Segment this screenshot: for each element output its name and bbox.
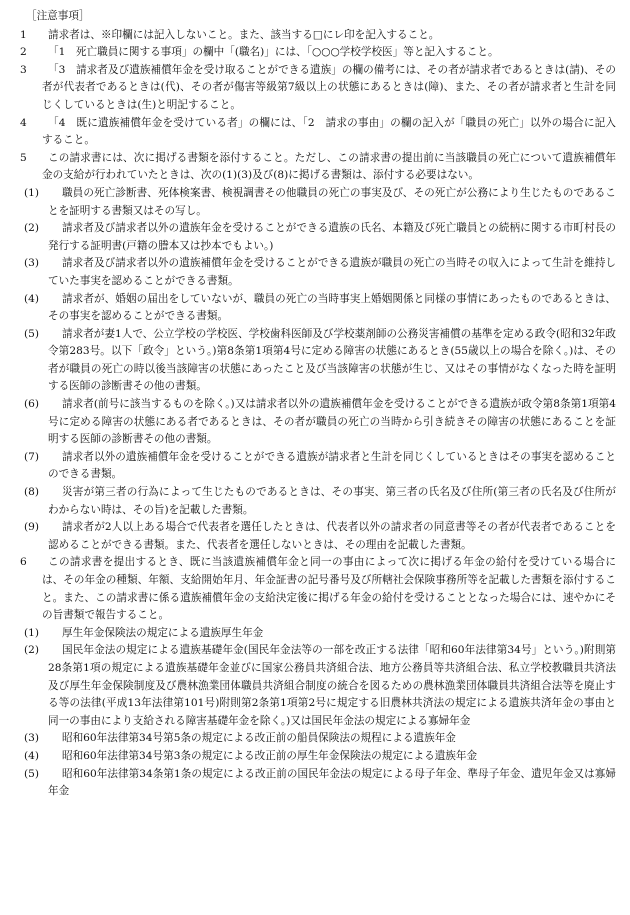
subitem-number: (4) [24, 749, 40, 762]
subitem-6-2 [22, 642, 616, 730]
subitem-number: (1) [24, 626, 40, 639]
subitem-text: 昭和60年法律第34条第1条の規定による改正前の国民年金法の規定による母子年金、準母子年金、遺児年金又は寡婦年金 [48, 767, 616, 798]
note-item-5 [20, 150, 616, 185]
subitem-number: (3) [24, 732, 40, 745]
note-number: 2 [20, 46, 27, 59]
subitem-text: 災害が第三者の行為によって生じたものであるときは、その事実、第三者の氏名及び住所(第三者の氏名及び住所がわからない時は、その旨)を記載した書類。 [48, 486, 616, 516]
subitem-text: 請求者及び請求者以外の遺族年金を受けることができる遺族の氏名、本籍及び死亡職員との続柄に関する市町村長の発行する証明書(戸籍の謄本又は抄本でもよい。) [48, 222, 616, 252]
subitem-5-7 [22, 449, 616, 484]
subitem-text: 請求者が妻1人で、公立学校の学校医、学校歯科医師及び学校薬剤師の公務災害補償の基準を定める政令(昭和32年政令第283号。以下「政令」という。)第8条第1項第4号に定める障害の状態にあるとき(55歳以上の場合を除く。)は、その者が職員の死亡の時以後当該障害の状態にあったこと及び当該障害の状態が生じ、又はその事情がなくなった時を証明する医師の診断書その他の書類。 [48, 327, 616, 393]
subitem-number: (8) [24, 486, 40, 499]
subitem-text: 昭和60年法律第34号第5条の規定による改正前の船員保険法の規程による遺族年金 [62, 732, 456, 745]
note-text: 「4 既に遺族補償年金を受けている者」の欄には、「2 請求の事由」の欄の記入が「職員の死亡」以外の場合に記入すること。 [42, 116, 616, 147]
note-number: 4 [20, 116, 27, 129]
subitem-number: (7) [24, 450, 40, 463]
note-item-2 [20, 44, 616, 62]
note-number: 6 [20, 556, 27, 569]
subitem-5-4 [22, 291, 616, 326]
subitem-number: (9) [24, 521, 40, 534]
subitem-number: (5) [24, 327, 40, 340]
subitem-5-1 [22, 185, 616, 220]
subitem-text: 昭和60年法律第34号第3条の規定による改正前の厚生年金保険法の規定による遺族年金 [62, 749, 478, 762]
subitem-text: 請求者及び請求者以外の遺族補償年金を受けることができる遺族が職員の死亡の当時その収入によって生計を維持していた事実を認めることができる書類。 [48, 257, 616, 287]
subitem-5-9 [22, 519, 616, 554]
subitem-6-1 [22, 625, 616, 643]
note-text: この請求書には、次に掲げる書類を添付すること。ただし、この請求書の提出前に当該職員の死亡について遺族補償年金の支給が行われていたときは、次の(1)(3)及び(8)に掲げる書類は、添付する必要はない。 [42, 151, 616, 182]
subitem-number: (6) [24, 398, 40, 411]
subitem-text: 国民年金法の規定による遺族基礎年金(国民年金法等の一部を改正する法律「昭和60年法律第34号」という。)附則第28条第1項の規定による遺族基礎年金並びに国家公務員共済組合法、地方公務員等共済組合法、私立学校教職員共済法及び厚生年金保険制度及び農林漁業団体職員共済組合制度の統合を図るための農林漁業団体職員共済組合法等を廃止する等の法律(平成13年法律第101号)附則第2条第1項第2号に規定する旧農林共済法の規定による遺族共済年金の事由と同一の事由により支給される障害基礎年金を除く。)又は国民年金法の規定による寡婦年金 [48, 644, 616, 727]
subitem-text: 請求者以外の遺族補償年金を受けることができる遺族が請求者と生計を同じくしているときはその事実を認めることのできる書類。 [48, 450, 616, 481]
subitem-text: 請求者(前号に該当するものを除く。)又は請求者以外の遺族補償年金を受けることができる遺族が政令第8条第1項第4号に定める障害の状態にある者であるときは、その者が職員の死亡の当時から引き続きその障害の状態にあることを証明する医師の診断書その他の書類。 [48, 398, 616, 446]
subitem-5-3 [22, 255, 616, 290]
note-item-1 [20, 27, 616, 45]
note-text: この請求書を提出するとき、既に当該遺族補償年金と同一の事由によって次に掲げる年金の給付を受けている場合には、その年金の種類、年額、支給開始年月、年金証書の記号番号及び所轄社会保険事務所等を記載した書類を添付すること。また、この請求書に係る遺族補償年金の支給決定後に掲げる年金の給付を受けることとなった場合には、速やかにその旨書類で報告すること。 [42, 556, 616, 622]
subitem-number: (2) [24, 222, 40, 235]
subitem-number: (5) [24, 767, 40, 780]
subitem-5-6 [22, 396, 616, 449]
note-item-6 [20, 554, 616, 624]
note-text: 「1 死亡職員に関する事項」の欄中「(職名)」には、「○○○学校学校医」等と記入すること。 [48, 46, 499, 59]
subitem-6-5 [22, 766, 616, 801]
subitem-6-3 [22, 730, 616, 748]
note-number: 5 [20, 151, 27, 164]
note-number: 3 [20, 63, 27, 76]
subitem-text: 請求者が2人以上ある場合で代表者を選任したときは、代表者以外の請求者の同意書等その者が代表者であることを認めることができる書類。また、代表者を選任しないときは、その理由を記載した書類。 [48, 521, 616, 551]
subitem-number: (3) [24, 257, 40, 270]
subitem-5-8 [22, 484, 616, 519]
note-text: 請求者は、※印欄には記入しないこと。また、該当する□にレ印を記入すること。 [48, 28, 440, 41]
subitem-number: (4) [24, 292, 40, 305]
subitem-text: 職員の死亡診断書、死体検案書、検視調書その他職員の死亡の事実及び、その死亡が公務により生じたものであることを証明する書類又はその写し。 [48, 186, 616, 217]
pension-types-list [22, 625, 616, 801]
note-text: 「3 請求者及び遺族補償年金を受け取ることができる遺族」の欄の備考には、その者が請求者であるときは(請)、その者が代表者であるときは(代)、その者が傷害等級第7級以上の状態にあるときは(障)、また、その者が請求者と生計を同じくしているときは(生)と明記すること。 [42, 63, 616, 111]
subitem-text: 厚生年金保険法の規定による遺族厚生年金 [62, 626, 264, 639]
notes-heading: ［注意事項］ [26, 10, 90, 22]
note-number: 1 [20, 28, 27, 41]
subitem-6-4 [22, 748, 616, 766]
note-item-3 [20, 62, 616, 115]
subitem-number: (2) [24, 644, 40, 657]
subitem-number: (1) [24, 186, 40, 199]
subitem-5-2 [22, 220, 616, 255]
required-documents-list [22, 185, 616, 554]
note-item-4 [20, 115, 616, 150]
subitem-5-5 [22, 326, 616, 396]
subitem-text: 請求者が、婚姻の届出をしていないが、職員の死亡の当時事実上婚姻関係と同様の事情にあったものであるときは、その事実を認めることができる書類。 [48, 292, 616, 323]
